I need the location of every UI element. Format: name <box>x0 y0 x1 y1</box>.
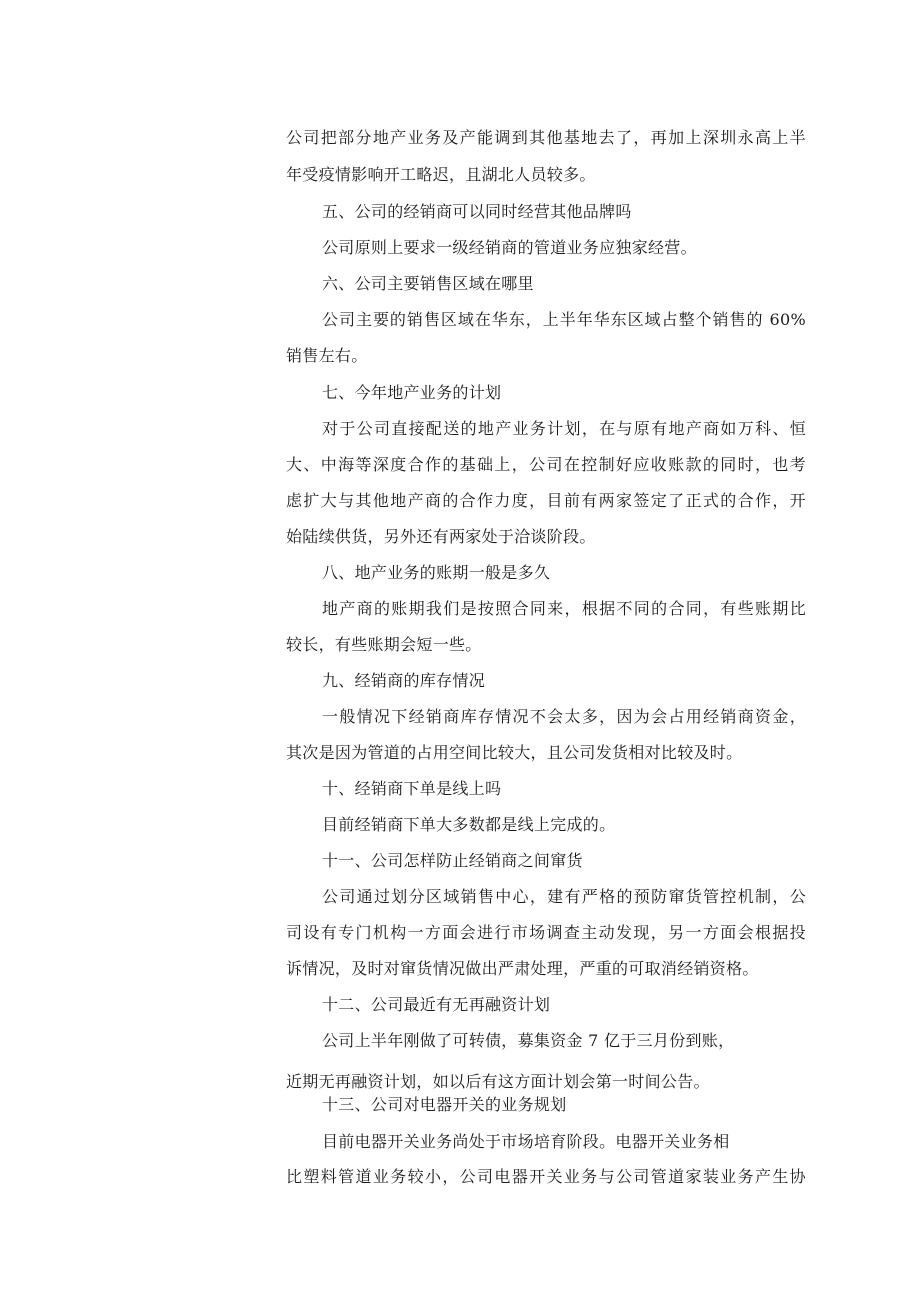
section-heading: 十、经销商下单是线上吗 <box>322 779 502 798</box>
text-line: 地产商的账期我们是按照合同来，根据不同的合同，有些账期比 <box>322 599 806 618</box>
section-heading: 十一、公司怎样防止经销商之间窜货 <box>322 851 583 870</box>
section-heading: 八、地产业务的账期一般是多久 <box>322 563 551 582</box>
text-line: 诉情况，及时对窜货情况做出严肃处理，严重的可取消经销资格。 <box>286 959 759 978</box>
text-line: 公司上半年刚做了可转债，募集资金 7 亿于三月份到账， <box>322 1031 735 1050</box>
text-line: 虑扩大与其他地产商的合作力度，目前有两家签定了正式的合作，开 <box>286 491 806 510</box>
section-heading: 六、公司主要销售区域在哪里 <box>322 274 534 293</box>
text-line: 始陆续供货，另外还有两家处于洽谈阶段。 <box>286 527 596 546</box>
text-line: 公司通过划分区域销售中心，建有严格的预防窜货管控机制，公 <box>322 887 806 906</box>
section-heading: 十三、公司对电器开关的业务规划 <box>322 1095 567 1114</box>
text-line: 目前电器开关业务尚处于市场培育阶段。电器开关业务相 <box>322 1132 730 1151</box>
text-line: 年受疫情影响开工略迟，且湖北人员较多。 <box>286 165 596 184</box>
text-line: 目前经销商下单大多数都是线上完成的。 <box>322 815 616 834</box>
text-line: 对于公司直接配送的地产业务计划，在与原有地产商如万科、恒 <box>322 419 806 438</box>
text-line: 大、中海等深度合作的基础上，公司在控制好应收账款的同时，也考 <box>286 455 806 474</box>
text-line: 公司原则上要求一级经销商的管道业务应独家经营。 <box>322 238 697 257</box>
text-line: 司设有专门机构一方面会进行市场调查主动发现，另一方面会根据投 <box>286 923 806 942</box>
section-heading: 九、经销商的库存情况 <box>322 671 486 690</box>
section-heading: 七、今年地产业务的计划 <box>322 383 502 402</box>
text-line: 一般情况下经销商库存情况不会太多，因为会占用经销商资金， <box>322 707 806 726</box>
text-line: 销售左右。 <box>286 346 368 365</box>
text-line: 其次是因为管道的占用空间比较大，且公司发货相对比较及时。 <box>286 743 743 762</box>
text-line: 近期无再融资计划，如以后有这方面计划会第一时间公告。 <box>286 1072 710 1091</box>
section-heading: 十二、公司最近有无再融资计划 <box>322 995 551 1014</box>
text-line: 公司主要的销售区域在华东，上半年华东区域占整个销售的 60% <box>322 310 806 329</box>
section-heading: 五、公司的经销商可以同时经营其他品牌吗 <box>322 202 632 221</box>
text-line: 公司把部分地产业务及产能调到其他基地去了，再加上深圳永高上半 <box>286 128 806 147</box>
text-line: 较长，有些账期会短一些。 <box>286 635 482 654</box>
text-line: 比塑料管道业务较小，公司电器开关业务与公司管道家装业务产生协 <box>286 1167 806 1186</box>
